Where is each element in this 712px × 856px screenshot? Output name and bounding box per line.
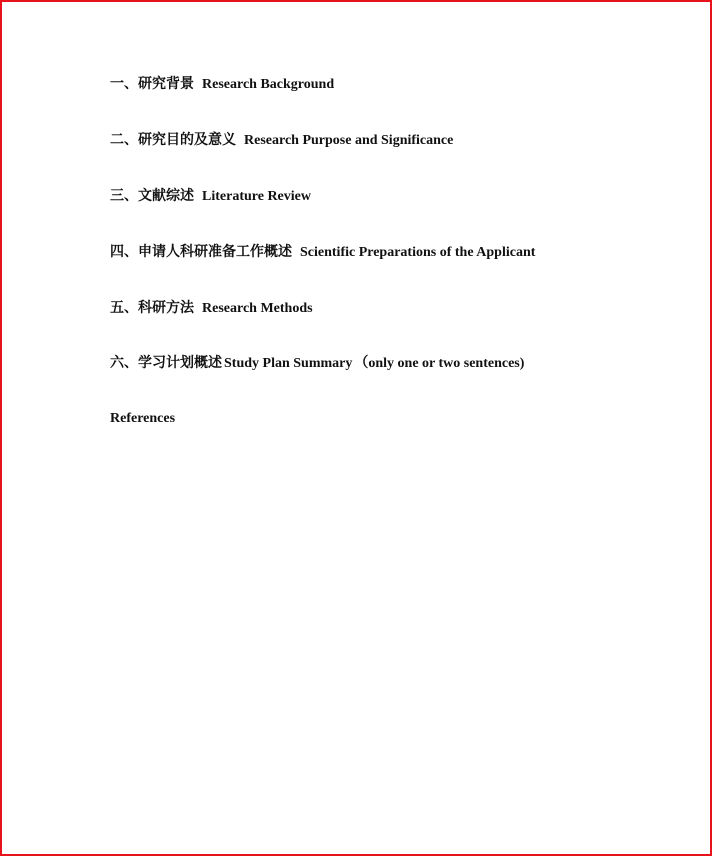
section-heading-research-background [110,75,334,94]
section-heading-cn: 三、文献综述 [110,188,194,204]
section-heading-cn: 二、研究目的及意义 [110,132,236,148]
section-heading-cn: 四、申请人科研准备工作概述 [110,244,292,260]
section-heading-research-purpose [110,131,453,150]
section-heading-en: Research Purpose and Significance [244,133,454,148]
section-heading-en: Scientific Preparations of the Applicant [300,245,536,260]
section-heading-cn: 一、研究背景 [110,76,194,92]
section-heading-research-methods [110,299,313,318]
section-heading-scientific-preparations [110,243,535,262]
section-heading-en: Research Methods [202,301,313,316]
section-heading-literature-review [110,187,311,206]
section-heading-note: （only one or two sentences) [354,356,525,371]
section-heading-en: Literature Review [202,189,311,204]
section-heading-en: Study Plan Summary [224,356,353,371]
section-heading-en: Research Background [202,77,335,92]
section-heading-cn: 五、科研方法 [110,300,194,316]
section-heading-study-plan-summary [110,354,524,373]
section-heading-cn: 六、学习计划概述 [110,355,222,371]
references-heading: References [110,411,176,426]
